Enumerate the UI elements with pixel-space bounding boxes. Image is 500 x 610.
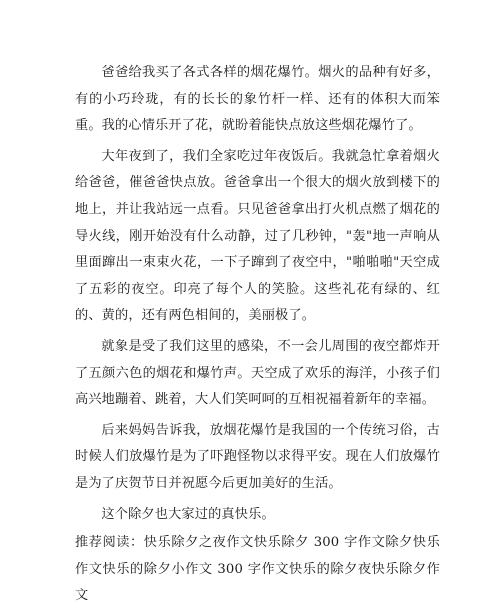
recommended-reading: 推荐阅读：快乐除夕之夜作文快乐除夕 300 字作文除夕快乐作文快乐的除夕小作文 300 字作文快乐的除夕夜快乐除夕作文 (75, 535, 440, 604)
paragraph-3: 就象是受了我们这里的感染，不一会儿周围的夜空都炸开了五颜六色的烟花和爆竹声。天空成了欢乐的海洋，小孩子们高兴地蹦着、跳着，大人们笑呵呵的互相祝福着新年的幸福。 (75, 338, 440, 408)
paragraph-1: 爸爸给我买了各式各样的烟花爆竹。烟火的品种有好多，有的小巧玲珑，有的长长的象竹杆一样、还有的体积大而笨重。我的心情乐开了花，就盼着能快点放这些烟花爆竹了。 (75, 65, 440, 134)
paragraph-2: 大年夜到了，我们全家吃过年夜饭后。我就急忙拿着烟火给爸爸，催爸爸快点放。爸爸拿出一个很大的烟火放到楼下的地上，并让我站远一点看。只见爸爸拿出打火机点燃了烟花的导火线，刚开始没有什么动静，过了几秒钟，"轰"地一声响从里面蹿出一束束火花，一下子蹿到了夜空中，"啪啪啪"天空成了五彩的夜空。印亮了每个人的笑脸。这些礼花有绿的、红的、黄的，还有两色相间的，美丽极了。 (75, 148, 440, 324)
document-body (75, 60, 440, 610)
paragraph-4: 后来妈妈告诉我，放烟花爆竹是我国的一个传统习俗，古时候人们放爆竹是为了吓跑怪物以求得平安。现在人们放爆竹是为了庆贺节日并祝愿今后更加美好的生活。 (75, 422, 440, 491)
paragraph-5: 这个除夕也大家过的真快乐。 (101, 506, 275, 522)
